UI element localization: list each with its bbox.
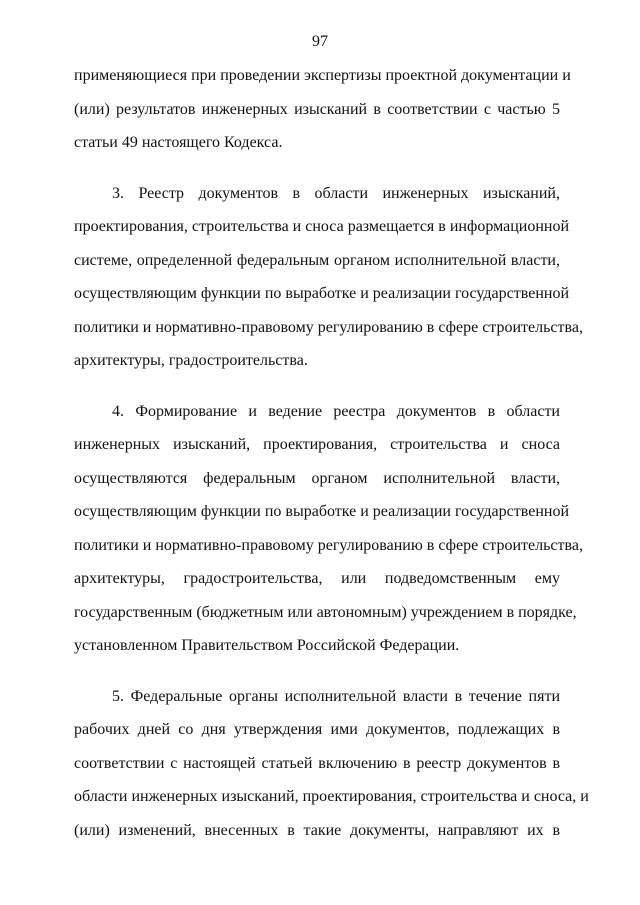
text-line: системе, определенной федеральным органом исполнительной власти, [74,251,560,269]
text-line: применяющиеся при проведении экспертизы проектной документации и [74,67,571,84]
text-line: архитектуры, градостроительства, или подведомственным ему [74,570,560,587]
document-body [74,65,589,853]
text-line: архитектуры, градостроительства. [74,352,308,369]
text-line: политики и нормативно-правовому регулированию в сфере строительства, [74,318,583,336]
paragraph-3-first-line: 3. Реестр документов в области инженерных изысканий, [112,184,560,202]
paragraph-5-first-line: 5. Федеральные органы исполнительной власти в течение пяти [112,687,560,705]
text-line: осуществляющим функции по выработке и реализации государственной [74,285,569,302]
text-line: соответствии с настоящей статьей включению в реестр документов в [74,754,560,772]
page-number: 97 [312,33,328,50]
text-line: области инженерных изысканий, проектирования, строительства и сноса, и [74,788,589,805]
text-line: инженерных изысканий, проектирования, строительства и сноса [74,436,560,453]
text-line: осуществляющим функции по выработке и реализации государственной [74,503,569,520]
paragraph-4-first-line: 4. Формирование и ведение реестра документов в области [112,402,560,420]
text-line: статьи 49 настоящего Кодекса. [74,134,283,151]
text-line: рабочих дней со дня утверждения ими документов, подлежащих в [74,721,560,738]
text-line: политики и нормативно-правовому регулированию в сфере строительства, [74,536,583,554]
text-line: (или) результатов инженерных изысканий в соответствии с частью 5 [74,100,560,118]
text-line: (или) изменений, внесенных в такие документы, направляют их в [74,821,560,839]
text-line: государственным (бюджетным или автономным) учреждением в порядке, [74,603,577,621]
text-line: осуществляются федеральным органом исполнительной власти, [74,469,560,487]
text-line: проектирования, строительства и сноса размещается в информационной [74,218,570,235]
text-line: установленном Правительством Российской Федерации. [74,637,460,654]
